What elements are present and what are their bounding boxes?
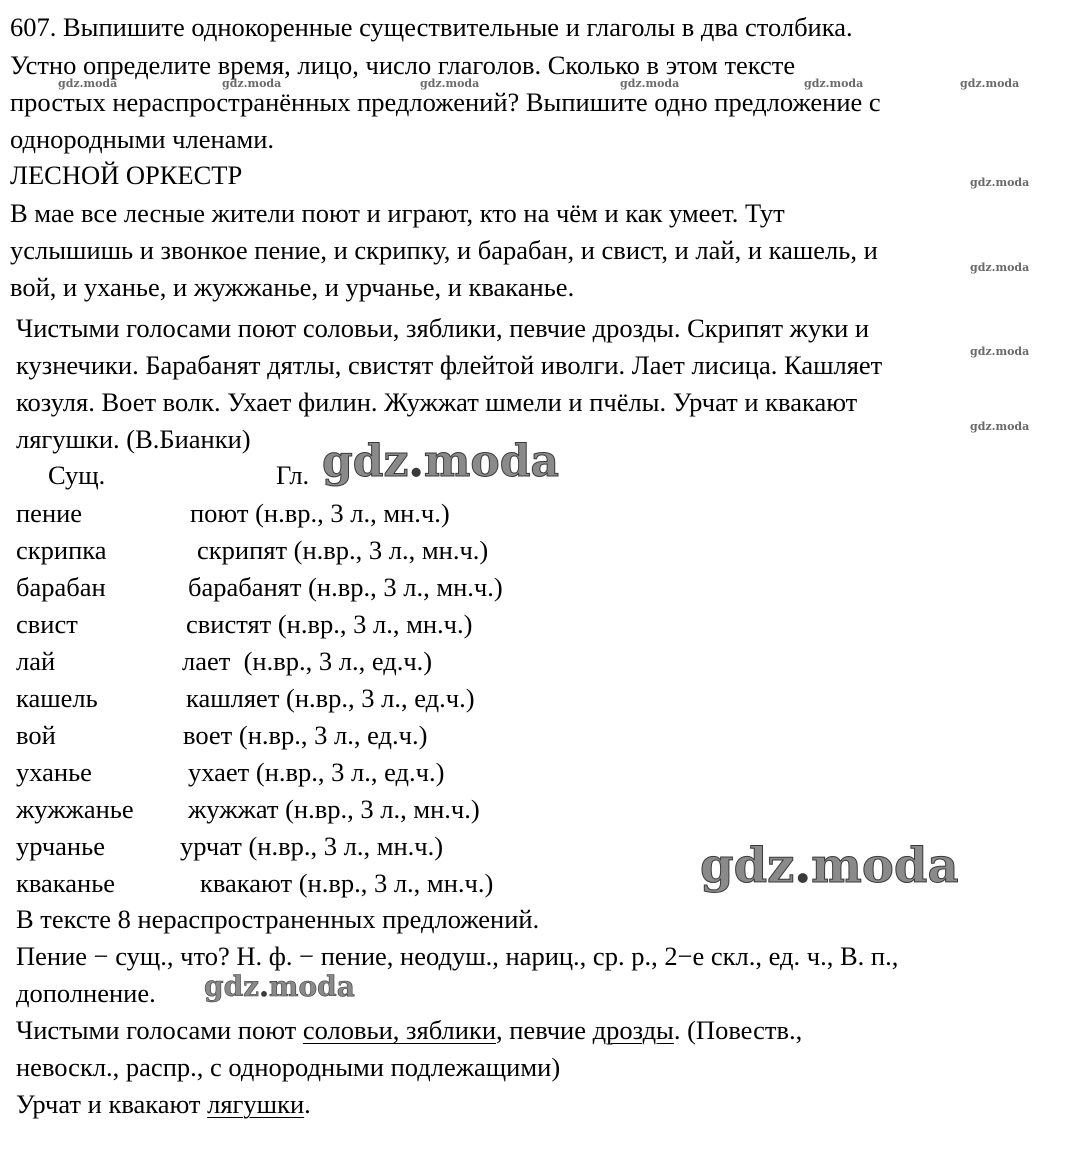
header-verb: Гл.	[276, 460, 310, 490]
text-line-7: лягушки. (В.Бианки)	[16, 424, 251, 454]
example-sentence-1	[16, 1017, 802, 1044]
watermark-text: moda	[268, 970, 355, 1003]
example-sentence-1-note: невоскл., распр., с однородными подлежащими)	[16, 1052, 561, 1082]
noun-cell: вой	[16, 720, 56, 750]
text-title: ЛЕСНОЙ ОРКЕСТР	[10, 160, 243, 190]
example-text: Урчат и квакают	[16, 1089, 208, 1119]
watermark-text: moda	[423, 436, 560, 487]
watermark-big	[322, 436, 560, 487]
watermark-small: gdz.moda	[970, 345, 1030, 358]
watermark-small: gdz.moda	[804, 77, 864, 90]
example-text: Чистыми голосами поют	[16, 1015, 303, 1045]
example-text: . (Повеств.,	[673, 1015, 803, 1045]
verb-cell: поют (н.вр., 3 л., мн.ч.)	[190, 498, 450, 528]
underlined-subjects: соловьи, зяблики	[302, 1015, 496, 1045]
verb-cell: свистят (н.вр., 3 л., мн.ч.)	[186, 609, 473, 639]
watermark-small: gdz.moda	[420, 77, 480, 90]
text-line-4: Чистыми голосами поют соловьи, зяблики, певчие дрозды. Скрипят жуки и	[16, 313, 870, 343]
text-line-5: кузнечики. Барабанят дятлы, свистят флейтой иволги. Лает лисица. Кашляет	[16, 350, 883, 380]
watermark-dot: .	[408, 436, 424, 487]
verb-cell: жужжат (н.вр., 3 л., мн.ч.)	[188, 794, 480, 824]
text-line-6: козуля. Воет волк. Ухает филин. Жужжат шмели и пчёлы. Урчат и квакают	[16, 387, 858, 417]
verb-cell: кашляет (н.вр., 3 л., ед.ч.)	[186, 683, 475, 713]
watermark-small: gdz.moda	[222, 77, 282, 90]
task-line-4: однородными членами.	[10, 124, 275, 154]
watermark-medium	[204, 970, 355, 1003]
noun-cell: скрипка	[16, 535, 107, 565]
watermark-small: gdz.moda	[970, 176, 1030, 189]
noun-cell: барабан	[16, 572, 106, 602]
verb-cell: барабанят (н.вр., 3 л., мн.ч.)	[188, 572, 503, 602]
watermark-text: gdz	[322, 436, 409, 487]
sentence-count-line: В тексте 8 нераспространенных предложений.	[16, 904, 540, 934]
text-line-2: услышишь и звонкое пение, и скрипку, и барабан, и свист, и лай, и кашель, и	[10, 235, 878, 265]
watermark-small: gdz.moda	[58, 77, 118, 90]
watermark-small: gdz.moda	[970, 261, 1030, 274]
verb-cell: воет (н.вр., 3 л., ед.ч.)	[183, 720, 428, 750]
example-text: .	[304, 1089, 311, 1119]
verb-cell: урчат (н.вр., 3 л., мн.ч.)	[180, 831, 444, 861]
task-line-1: 607. Выпишите однокоренные существительные и глаголы в два столбика.	[10, 12, 853, 42]
verb-cell: ухает (н.вр., 3 л., ед.ч.)	[188, 757, 445, 787]
watermark-text: moda	[811, 838, 959, 894]
watermark-small: gdz.moda	[970, 420, 1030, 433]
watermark-text: gdz	[700, 838, 795, 894]
underlined-subject: лягушки	[207, 1089, 305, 1119]
underlined-subject: дрозды	[592, 1015, 674, 1045]
noun-cell: кашель	[16, 683, 98, 713]
text-line-3: вой, и уханье, и жужжанье, и урчанье, и кваканье.	[10, 272, 575, 302]
noun-cell: свист	[16, 609, 78, 639]
example-sentence-2	[16, 1091, 311, 1118]
watermark-big	[700, 838, 959, 894]
watermark-small: gdz.moda	[960, 77, 1020, 90]
watermark-dot: .	[259, 970, 269, 1003]
noun-cell: жужжанье	[16, 794, 134, 824]
analysis-line-1: Пение − сущ., что? Н. ф. − пение, неодуш., нариц., ср. р., 2−е скл., ед. ч., В. п.,	[16, 941, 899, 971]
text-line-1: В мае все лесные жители поют и играют, кто на чём и как умеет. Тут	[10, 198, 785, 228]
noun-cell: пение	[16, 498, 83, 528]
noun-cell: урчанье	[16, 831, 105, 861]
noun-cell: кваканье	[16, 868, 116, 898]
analysis-line-2: дополнение.	[16, 978, 156, 1008]
example-text: , певчие	[496, 1015, 593, 1045]
watermark-dot: .	[794, 838, 812, 894]
noun-cell: лай	[16, 646, 56, 676]
task-line-3: простых нераспространённых предложений? Выпишите одно предложение с	[10, 87, 881, 117]
watermark-text: gdz	[204, 970, 260, 1003]
watermark-small: gdz.moda	[620, 77, 680, 90]
verb-cell: лает (н.вр., 3 л., ед.ч.)	[182, 646, 433, 676]
verb-cell: скрипят (н.вр., 3 л., мн.ч.)	[197, 535, 489, 565]
verb-cell: квакают (н.вр., 3 л., мн.ч.)	[200, 868, 494, 898]
task-line-2: Устно определите время, лицо, число глаголов. Сколько в этом тексте	[10, 50, 796, 80]
header-noun: Сущ.	[48, 460, 106, 490]
noun-cell: уханье	[16, 757, 92, 787]
